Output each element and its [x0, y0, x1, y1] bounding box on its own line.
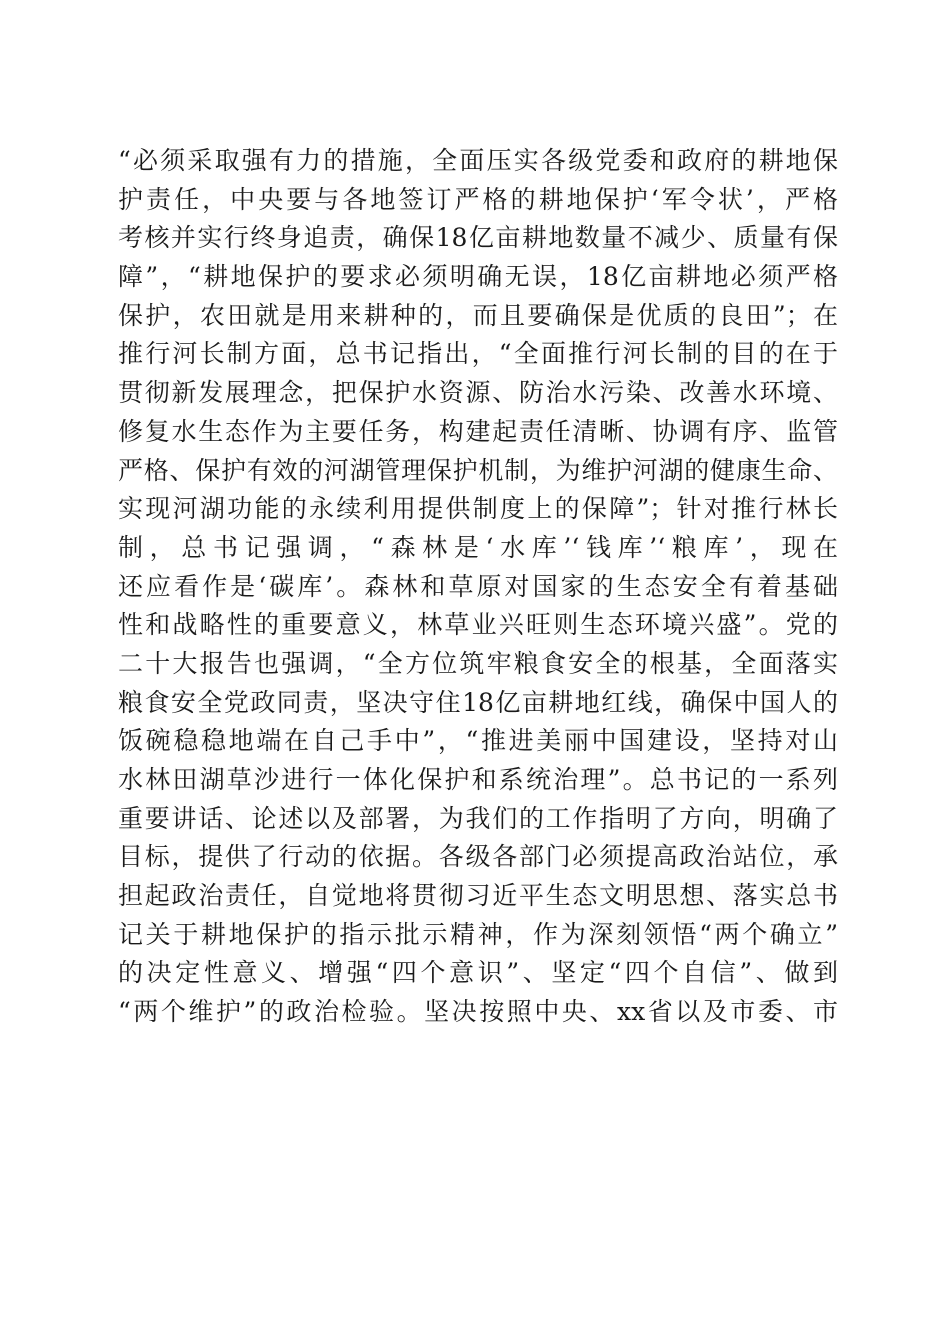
text-line: “两个维护”的政治检验。坚决按照中央、xx省以及市委、市 [118, 997, 838, 1027]
text-line: 水林田湖草沙进行一体化保护和系统治理”。总书记的一系列 [118, 765, 838, 794]
text-line: 贯彻新发展理念，把保护水资源、防治水污染、改善水环境、 [118, 378, 838, 408]
body-paragraph [118, 142, 838, 1032]
text-line: 二十大报告也强调，“全方位筑牢粮食安全的根基，全面落实 [118, 648, 838, 678]
text-line: 记关于耕地保护的指示批示精神，作为深刻领悟“两个确立” [118, 919, 838, 949]
text-line: 粮食安全党政同责，坚决守住18亿亩耕地红线，确保中国人的 [118, 687, 838, 717]
text-line: 推行河长制方面，总书记指出，“全面推行河长制的目的在于 [118, 339, 838, 369]
text-line: 保护，农田就是用来耕种的，而且要确保是优质的良田”；在 [118, 300, 838, 330]
text-line: “必须采取强有力的措施，全面压实各级党委和政府的耕地保 [118, 146, 838, 175]
text-line: 制，总书记强调，“森林是‘水库’‘钱库’‘粮库’，现在 [118, 532, 838, 562]
text-line: 障”，“耕地保护的要求必须明确无误，18亿亩耕地必须严格 [118, 262, 838, 292]
text-line: 饭碗稳稳地端在自己手中”，“推进美丽中国建设，坚持对山 [118, 726, 838, 756]
text-line: 严格、保护有效的河湖管理保护机制，为维护河湖的健康生命、 [118, 455, 838, 485]
text-line: 目标，提供了行动的依据。各级各部门必须提高政治站位，承 [118, 842, 838, 872]
text-line: 护责任，中央要与各地签订严格的耕地保护‘军令状’，严格 [118, 184, 838, 214]
text-line: 考核并实行终身追责，确保18亿亩耕地数量不减少、质量有保 [118, 223, 838, 253]
text-line: 还应看作是‘碳库’。森林和草原对国家的生态安全有着基础 [118, 571, 838, 601]
text-line: 实现河湖功能的永续利用提供制度上的保障”；针对推行林长 [118, 494, 838, 524]
text-line: 性和战略性的重要意义，林草业兴旺则生态环境兴盛”。党的 [118, 610, 838, 640]
text-line: 修复水生态作为主要任务，构建起责任清晰、协调有序、监管 [118, 416, 838, 446]
text-line: 重要讲话、论述以及部署，为我们的工作指明了方向，明确了 [118, 803, 838, 833]
text-line: 的决定性意义、增强“四个意识”、坚定“四个自信”、做到 [118, 958, 838, 988]
text-line: 担起政治责任，自觉地将贯彻习近平生态文明思想、落实总书 [118, 881, 838, 911]
